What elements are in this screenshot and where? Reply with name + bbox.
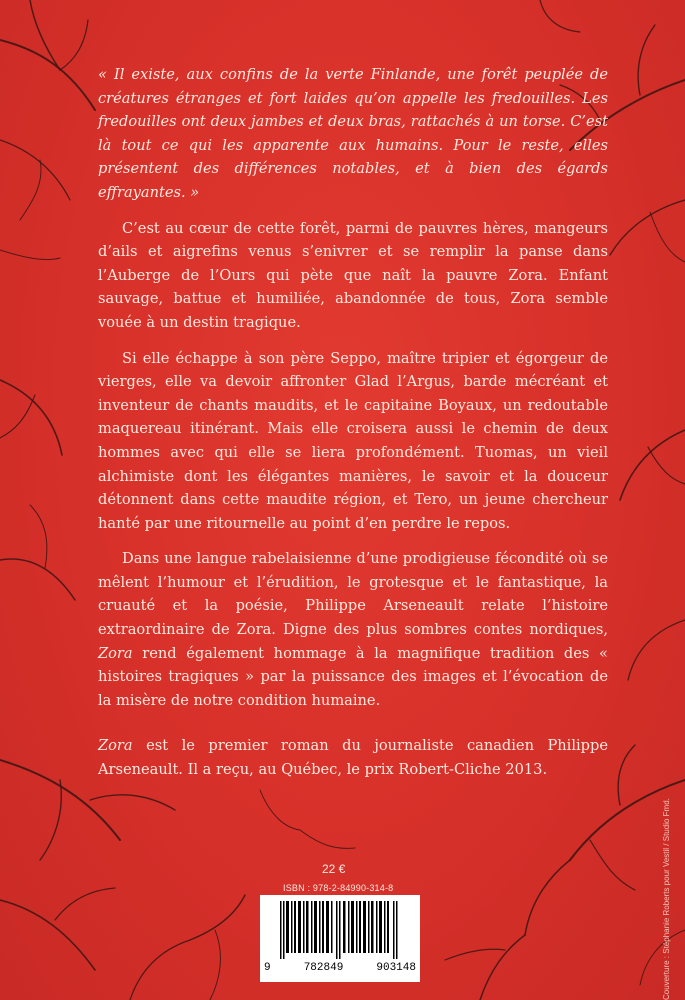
- author-note-text: est le premier roman du journaliste canadien Philippe Arseneault. Il a reçu, au Québec, le prix Robert-Cliche 2013.: [98, 737, 608, 779]
- book-title-mention: Zora: [98, 644, 133, 662]
- barcode-first-digit: 9: [264, 962, 271, 974]
- cover-credit: Couverture : Stéphanie Roberts pour Vestil / Studio Fmd.: [662, 798, 671, 1000]
- barcode-group-2: 903148: [376, 962, 416, 974]
- summary-paragraph-2: Si elle échappe à son père Seppo, maître tripier et égorgeur de vierges, elle va devoir affronter Glad l’Argus, barde mécréant et inventeur de chants maudits, et le capitaine Boyaux, un redoutable maquereau itinérant. Mais elle croisera aussi le chemin de deux hommes avec qui elle se liera profondément. Tuomas, un vieil alchimiste dont les élégantes manières, le savoir et la douceur détonnent dans cette maudite région, et Tero, un jeune chercheur hanté par une ritournelle au point d’en perdre le repos.: [98, 349, 608, 532]
- back-cover-text: [98, 63, 608, 794]
- summary-paragraph-3-part-a: Dans une langue rabelaisienne d’une prodigieuse fécondité où se mêlent l’humour et l’érudition, le grotesque et le fantastique, la cruauté et la poésie, Philippe Arseneault relate l’histoire extraordinaire de Zora. Digne des plus sombres contes nordiques,: [98, 550, 608, 639]
- book-title-mention-closing: Zora: [98, 737, 133, 755]
- barcode-group-1: 782849: [303, 962, 344, 974]
- summary-paragraph-3-part-b: rend également hommage à la magnifique tradition des « histoires tragiques » par la puissance des images et l’évocation de la misère de notre condition humaine.: [98, 644, 608, 709]
- summary-paragraph-1: C’est au cœur de cette forêt, parmi de pauvres hères, mangeurs d’ails et aigrefins venus s’enivrer et se remplir la panse dans l’Auberge de l’Ours qui pète que naît la pauvre Zora. Enfant sauvage, battue et humiliée, abandonnée de tous, Zora semble vouée à un destin tragique.: [98, 219, 608, 331]
- summary-paragraph-3: [98, 547, 608, 712]
- opening-quote: « Il existe, aux confins de la verte Finlande, une forêt peuplée de créatures étranges et fort laides qu’on appelle les fredouilles. Les fredouilles ont deux jambes et deux bras, rattachés à un torse. C’est là tout ce qui les apparente aux humains. Pour le reste, elles présentent des différences notables, et à bien des égards effrayantes. »: [98, 66, 608, 201]
- author-note: [98, 734, 608, 781]
- barcode: [260, 895, 420, 982]
- price-label: 22 €: [322, 862, 346, 876]
- barcode-icon: [280, 901, 400, 959]
- isbn-label: ISBN : 978-2-84990-314-8: [283, 883, 394, 893]
- barcode-digits: [264, 962, 416, 974]
